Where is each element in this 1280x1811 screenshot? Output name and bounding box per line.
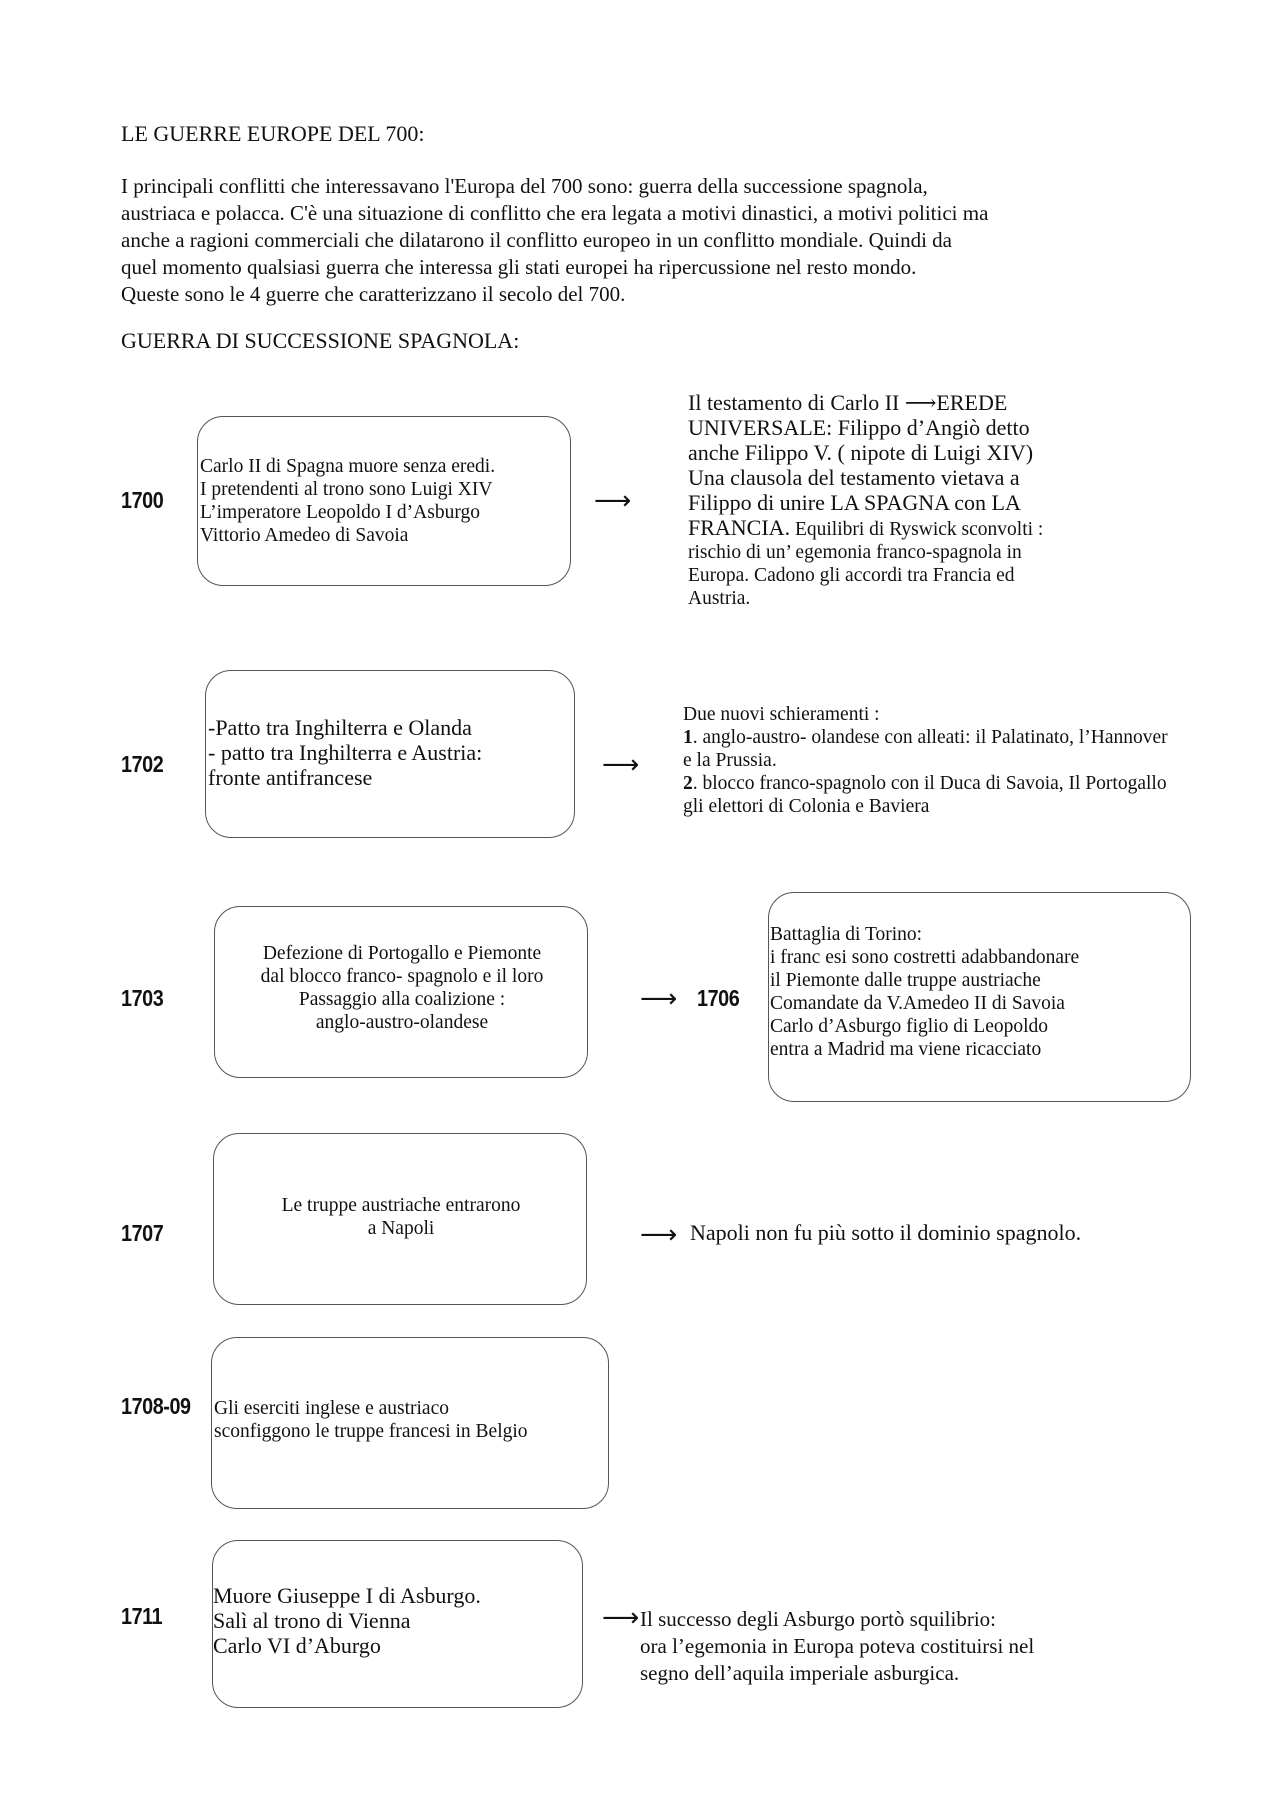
event-text-1711: Muore Giuseppe I di Asburgo. Salì al trono di Vienna Carlo VI d’Aburgo (213, 1583, 481, 1658)
note-1702-item2 (683, 772, 1273, 818)
note-1700 (688, 390, 1108, 610)
note-1700-main: Il testamento di Carlo II ⟶EREDE UNIVERSALE: Filippo d’Angiò detto anche Filippo V. ( nipote di Luigi XIV) Una clausola del testamento vietava a Filippo di unire LA SPAGNA con LA FRANCIA. (688, 390, 1034, 540)
arrow-icon: ⟶ (594, 486, 632, 516)
note-1702-head: Due nuovi schieramenti : (683, 704, 880, 725)
event-text-1708-09: Gli eserciti inglese e austriaco sconfiggono le truppe francesi in Belgio (214, 1398, 528, 1442)
event-box-1711 (212, 1540, 583, 1708)
item-number: 2 (683, 773, 693, 794)
event-box-1707 (213, 1133, 587, 1305)
year-1702: 1702 (121, 751, 164, 777)
event-text-1702: -Patto tra Inghilterra e Olanda - patto tra Inghilterra e Austria: fronte antifrancese (208, 715, 483, 790)
event-text-1707: Le truppe austriache entrarono a Napoli (281, 1195, 521, 1239)
year-1703: 1703 (121, 985, 164, 1011)
item-text: . anglo-austro- olandese con alleati: il Palatinato, l’Hannover e la Prussia. (683, 727, 1168, 771)
item-number: 1 (683, 727, 693, 748)
year-1706: 1706 (697, 985, 740, 1011)
note-1700-inline: Equilibri di Ryswick sconvolti : (790, 519, 1044, 540)
note-1702-item1 (683, 726, 1273, 772)
event-box-1702 (205, 670, 575, 838)
event-text-1700: Carlo II di Spagna muore senza eredi. I pretendenti al trono sono Luigi XIV L’imperatore Leopoldo I d’Asburgo Vittorio Amedeo di Savoia (200, 456, 496, 546)
intro-paragraph: I principali conflitti che interessavano l'Europa del 700 sono: guerra della successione spagnola, austriaca e polacca. C'è una situazione di conflitto che era legata a motivi dinastici, a motivi politici ma anche a ragioni commerciali che dilatarono il conflitto europeo in un conflitto mondiale. Quindi da quel momento qualsiasi guerra che interessa gli stati europei ha ripercussione nel resto mondo. Queste sono le 4 guerre che caratterizzano il secolo del 700. (121, 174, 989, 306)
arrow-icon: ⟶ (602, 1603, 640, 1633)
page-title: LE GUERRE EUROPE DEL 700: (121, 121, 425, 146)
event-box-1700 (197, 416, 571, 586)
event-box-1706 (768, 892, 1191, 1102)
note-1711: Il successo degli Asburgo portò squilibrio: ora l’egemonia in Europa poteva costituirsi nel segno dell’aquila imperiale asburgica. (640, 1607, 1035, 1685)
arrow-icon: ⟶ (640, 1220, 678, 1250)
event-text-1703: Defezione di Portogallo e Piemonte dal blocco franco- spagnolo e il loro Passaggio alla coalizione : anglo-austro-olandese (260, 943, 544, 1033)
arrow-icon: ⟶ (640, 984, 678, 1014)
year-1700: 1700 (121, 487, 164, 513)
item-text: . blocco franco-spagnolo con il Duca di Savoia, Il Portogallo gli elettori di Colonia e Baviera (683, 773, 1167, 817)
event-box-1708-09 (211, 1337, 609, 1509)
event-text-1706: Battaglia di Torino: i franc esi sono costretti adabbandonare il Piemonte dalle truppe austriache Comandate da V.Amedeo II di Savoia Carlo d’Asburgo figlio di Leopoldo entra a Madrid ma viene ricacciato (770, 924, 1080, 1060)
event-box-1703 (214, 906, 588, 1078)
year-1708-09: 1708-09 (121, 1393, 191, 1419)
note-1700-detail: rischio di un’ egemonia franco-spagnola in Europa. Cadono gli accordi tra Francia ed Austria. (688, 542, 1022, 609)
section-title: GUERRA DI SUCCESSIONE SPAGNOLA: (121, 328, 520, 353)
note-1707: Napoli non fu più sotto il dominio spagnolo. (690, 1220, 1082, 1245)
arrow-icon: ⟶ (602, 750, 640, 780)
note-1702 (683, 703, 1273, 818)
year-1711: 1711 (121, 1603, 163, 1629)
year-1707: 1707 (121, 1220, 164, 1246)
